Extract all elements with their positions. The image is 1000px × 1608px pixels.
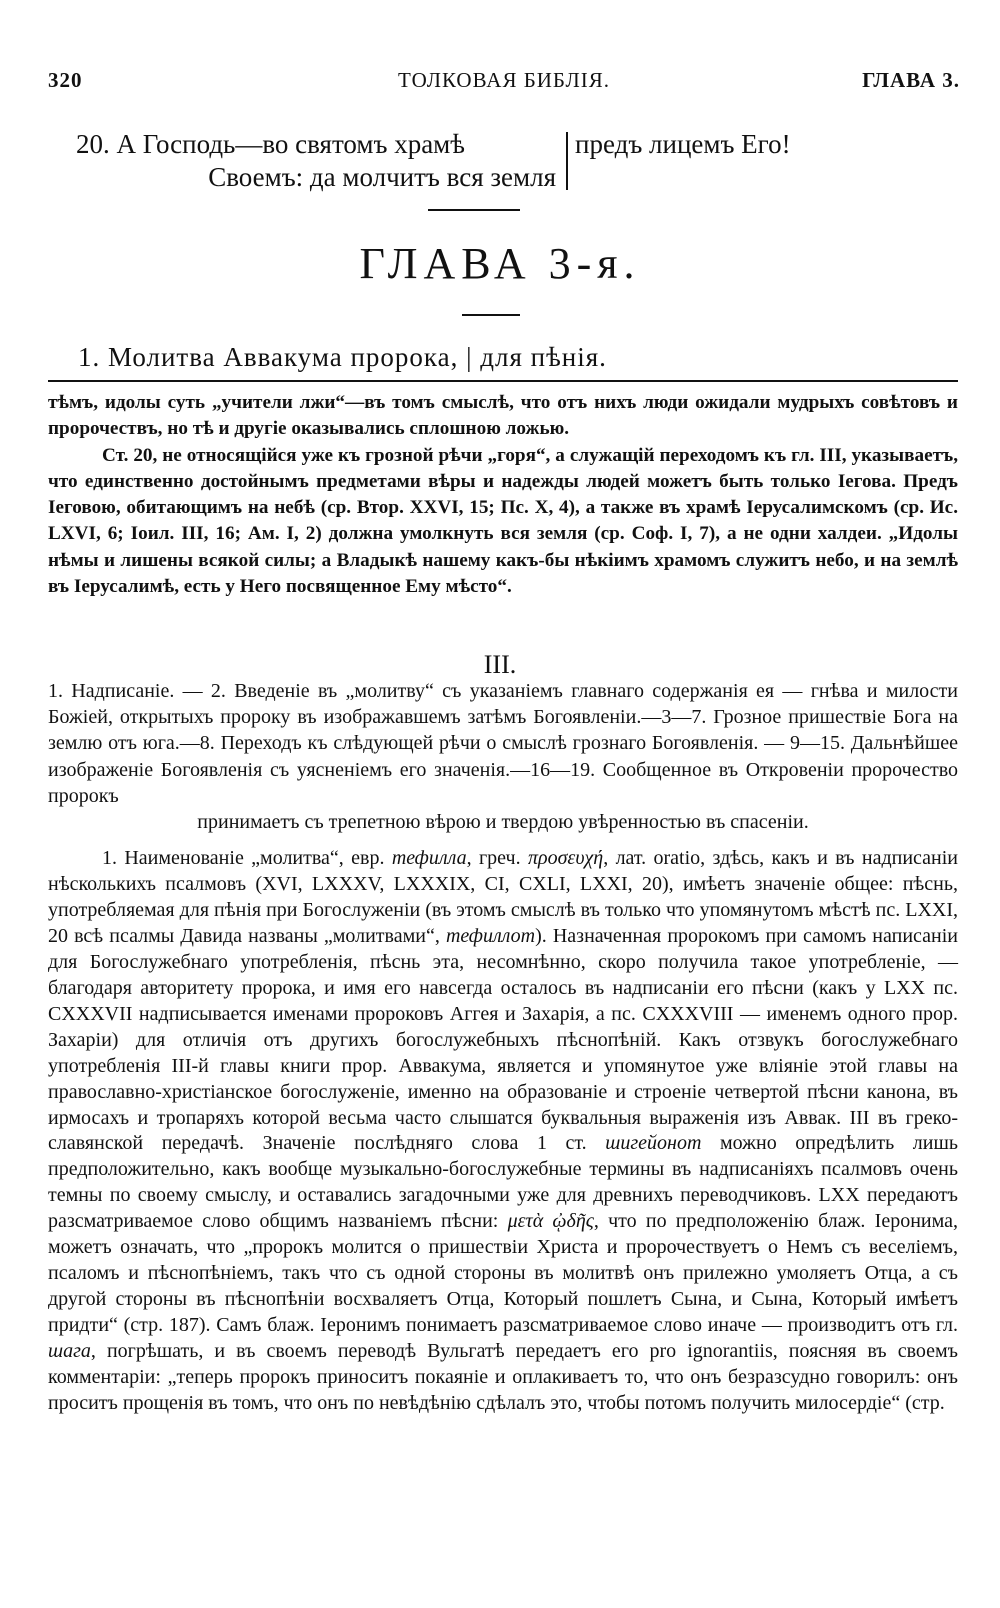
running-header: [48, 68, 960, 98]
body-text: , греч.: [466, 847, 528, 869]
verse-1-text: 1. Молитва Аввакума пророка, | для пѣнія.: [78, 342, 607, 372]
hebrew-term-shaga: шага: [48, 1340, 91, 1363]
hebrew-term-tefillot: тефиллот: [445, 924, 536, 947]
body-text: ). Назначенная пророкомъ при самомъ написаніи для Богослужебнаго употребленія, пѣснь эта, несомнѣнно, скоро получила такое употребленіе, — благодаря авторитету пророка, и имя его навсегда осталось въ надписаніи его пѣсни (какъ у LXX пс. CXXXVII надписывается именами пророковъ Аггея и Захарія, а пс. CXXXVIII — именемъ одного прор. Захаріи) для отличія отъ другихъ богослужебныхъ пѣснопѣній. Какъ отзвукъ богослужебнаго употребленія III-й главы книги прор. Аввакума, является и упомянутое уже вліяніе этой главы на православно-христіанское богослуженіе, именно на образованіе и строеніе четвертой пѣсни канона, въ ирмосахъ и тропаряхъ которой весьма часто слышатся буквальныя выраженія изъ Аввак. III въ греко-славянской передачѣ. Значеніе послѣдняго слова 1 ст.: [48, 924, 958, 1155]
body-text: 1. Наименованіе „молитва“, евр.: [102, 847, 392, 869]
verse-20-left-column: [76, 128, 556, 194]
text-separator-rule: [48, 380, 958, 382]
body-text: можно опредѣлить лишь предположительно, какъ вообще музыкально-богослужебные термины въ надписаніяхъ псалмовъ очень темны по своему смыслу, и оставались загадочными уже для древнихъ переводчиковъ. LXX передаютъ разсматриваемое слово общимъ названіемъ пѣсни:: [48, 1132, 959, 1233]
body-text: , погрѣшать, и въ своемъ переводѣ Вульгатѣ передаетъ его pro ignorantiis, поясняя въ своемъ комментаріи: „теперь пророкъ приноситъ покаяніе и оплакиваетъ то, что онъ безразсудно говорилъ: онъ проситъ прощенія въ томъ, что онъ по невѣдѣнію сдѣлалъ это, чтобы потомъ получить милосердіе“ (стр.: [48, 1340, 958, 1415]
hebrew-term-shigeionot: шигейонот: [605, 1132, 702, 1155]
summary-last-line: принимаетъ съ трепетною вѣрою и твердою увѣренностью въ спасеніи.: [197, 811, 809, 834]
verse-20-line-2: Своемъ: да молчитъ вся земля: [208, 162, 556, 192]
verse-divider: [566, 132, 568, 190]
rule-above-chapter: [428, 209, 520, 211]
commentary-paragraph-1: тѣмъ, идолы суть „учители лжи“—въ томъ смыслѣ, что отъ нихъ люди ожидали мудрыхъ совѣтовъ и пророчествъ, но тѣ и другіе оказывались сплошною ложью.: [48, 392, 958, 440]
commentary-paragraph-2: Ст. 20, не относящійся уже къ грозной рѣчи „горя“, а служащій переходомъ къ гл. III, указываетъ, что единственно достойнымъ предметами вѣры и надежды людей можетъ быть только Іегова. Предъ Іеговою, обитающимъ на небѣ (ср. Втор. XXVI, 15; Пс. X, 4), а также въ храмѣ Іерусалимскомъ (ср. Ис. LXVI, 6; Іоил. III, 16; Ам. I, 2) должна умолкнуть вся земля (ср. Соф. I, 7), а не одни халдеи. „Идолы нѣмы и лишены всякой силы; а Владыкѣ нашему какъ-бы нѣкіимъ храмомъ служитъ небо, и на землѣ въ Іерусалимѣ, есть у Него посвященное Ему мѣсто“.: [48, 444, 958, 598]
hebrew-term-tefilla: тефилла: [391, 847, 467, 869]
body-text: , что по предположенію блаж. Іеронима, можетъ означать, что „пророкъ молится о пришествіи Христа и пророчествуетъ о Немъ съ веселіемъ, псаломъ и пѣснопѣніемъ, такъ что съ одной стороны въ молитвѣ онъ прилежно умоляетъ Отца, а съ другой стороны въ пѣснопѣніи восхваляетъ Отца, Который пошлетъ Сына, и Сына, Который имѣетъ придти“ (стр. 187). Самъ блаж. Іеронимъ понимаетъ разсматриваемое слово иначе — производитъ отъ гл.: [48, 1210, 959, 1337]
section-numeral: III.: [483, 650, 517, 679]
body-text: , лат. oratio, здѣсь, какъ и въ надписаніи нѣсколькихъ псалмовъ (XVI, LXXXV, LXXXIX, CI, CXLI, LXXI, 20), имѣетъ значеніе общее: пѣснь, употребляемая для пѣнія при Богослуженіи (въ этомъ смыслѣ въ только что упомянутомъ мѣстѣ пс. LXXI, 20 всѣ псалмы Давида названы „молитвами“,: [48, 847, 959, 947]
book-title: ТОЛКОВАЯ БИБЛІЯ.: [398, 68, 610, 92]
verse-20-right: предъ лицемъ Его!: [575, 129, 791, 159]
commentary-body: [48, 846, 958, 1417]
greek-term-meta-odes: μετὰ ᾠδῆς: [507, 1210, 594, 1233]
commentary-block: [48, 390, 958, 600]
rule-below-chapter: [462, 314, 520, 316]
body-paragraph: [48, 846, 958, 1417]
verse-20-line-1: 20. А Господь—во святомъ храмѣ: [76, 129, 465, 159]
chapter-title: ГЛАВА 3-я.: [359, 239, 641, 288]
summary-text: 1. Надписаніе. — 2. Введеніе въ „молитву“ съ указаніемъ главнаго содержанія ея — гнѣва и милости Божіей, открытыхъ пророку въ изображавшемъ затѣмъ Богоявленіи.—3—7. Грозное пришествіе Бога на землю отъ юга.—8. Переходъ къ слѣдующей рѣчи о смыслѣ грознаго Богоявленія. — 9—15. Дальнѣйшее изображеніе Богоявленія съ уясненіемъ его значенія.—16—19. Сообщенное въ Откровеніи пророчество пророкъ: [48, 680, 958, 807]
chapter-label: ГЛАВА 3.: [862, 68, 960, 92]
greek-term-proseuche: προσευχή: [527, 847, 604, 869]
page-number: 320: [48, 68, 83, 92]
chapter-summary: [48, 678, 958, 835]
